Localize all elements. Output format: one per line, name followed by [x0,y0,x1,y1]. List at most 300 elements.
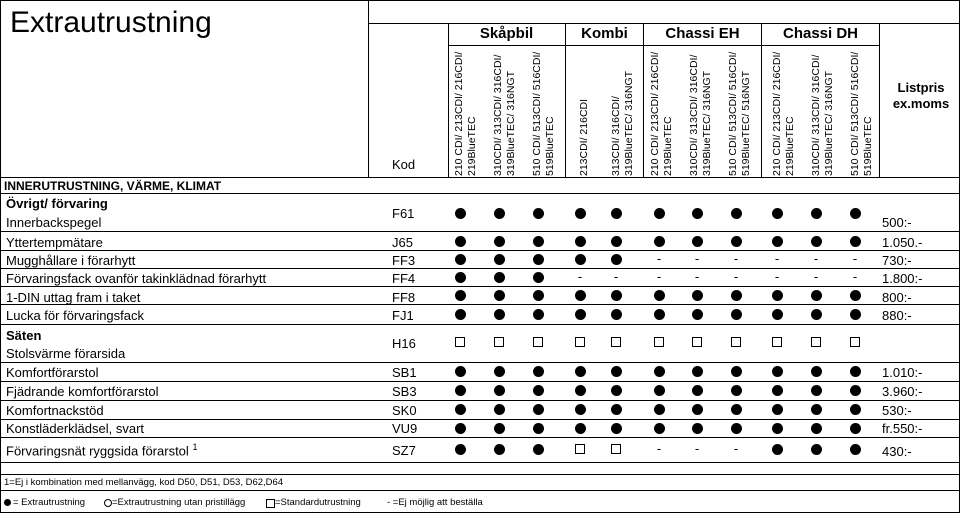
filled-dot-icon [654,309,665,320]
filled-dot-icon [575,423,586,434]
grid-line [0,362,960,363]
row-name: 1-DIN uttag fram i taket [6,290,141,305]
availability-extra [848,421,862,435]
row-code: J65 [392,235,413,250]
grid-line [0,462,960,463]
filled-dot-icon [575,254,586,265]
availability-extra [690,307,704,321]
col-header: 213CDI/ 216CDI [578,98,590,176]
row-price: 530:- [882,403,912,418]
col-header: 313CDI/ 316CDI/ 319BlueTEC/ 316NGT [610,70,635,176]
subheader-saten: Säten [6,328,42,343]
availability-extra [652,206,666,220]
listpris-header [888,80,954,112]
filled-dot-icon [494,236,505,247]
row-code: FF8 [392,290,416,305]
filled-dot-icon [811,309,822,320]
filled-dot-icon [533,404,544,415]
availability-not-possible: - [656,251,662,266]
filled-dot-icon [850,208,861,219]
availability-extra [690,383,704,397]
row-name: Lucka för förvaringsfack [6,308,145,323]
filled-dot-icon [455,208,466,219]
filled-dot-icon [533,444,544,455]
availability-standard [573,442,587,456]
availability-extra [729,307,743,321]
filled-dot-icon [692,423,703,434]
availability-not-possible: - [774,251,780,266]
availability-not-possible: - [694,269,700,284]
square-icon [575,337,585,347]
availability-extra [531,442,545,456]
availability-extra [848,206,862,220]
legend-standard: =Standardutrustning [275,497,361,508]
availability-extra [492,206,506,220]
filled-dot-icon [611,385,622,396]
availability-extra [609,383,623,397]
availability-extra [690,234,704,248]
availability-extra [690,364,704,378]
availability-standard [492,335,506,349]
filled-dot-icon [850,290,861,301]
col-header: 310CDI/ 313CDI/ 316CDI/ 319BlueTEC/ 316NGT [810,54,835,176]
availability-extra [729,288,743,302]
row-name: Innerbackspegel [6,215,102,230]
availability-extra [652,288,666,302]
col-header: 310CDI/ 313CDI/ 316CDI/ 319BlueTEC/ 316NGT [492,54,517,176]
availability-extra [848,442,862,456]
availability-extra [809,206,823,220]
row-code: H16 [392,336,416,351]
square-icon [533,337,543,347]
filled-dot-icon [772,208,783,219]
legend-ring-icon [104,499,112,507]
filled-dot-icon [611,208,622,219]
filled-dot-icon [575,309,586,320]
availability-not-possible: - [694,441,700,456]
filled-dot-icon [494,309,505,320]
grid-line [0,231,960,232]
availability-not-possible: - [656,441,662,456]
availability-not-possible: - [694,251,700,266]
availability-standard [531,335,545,349]
square-icon [731,337,741,347]
filled-dot-icon [533,236,544,247]
availability-extra [652,383,666,397]
availability-extra [809,234,823,248]
filled-dot-icon [731,236,742,247]
availability-extra [492,252,506,266]
filled-dot-icon [494,208,505,219]
availability-standard [690,335,704,349]
row-price: 3.960:- [882,384,923,399]
row-name: Förvaringsfack ovanför takinklädnad förarhytt [6,271,267,286]
filled-dot-icon [850,404,861,415]
grid-line [0,474,960,475]
availability-extra [690,288,704,302]
filled-dot-icon [772,236,783,247]
availability-extra [729,364,743,378]
availability-standard [729,335,743,349]
availability-extra [690,402,704,416]
availability-extra [652,364,666,378]
grid-line [565,23,566,177]
filled-dot-icon [772,309,783,320]
row-price: fr.550:- [882,421,923,436]
filled-dot-icon [731,404,742,415]
page-title: Extrautrustning [10,6,212,39]
availability-extra [809,364,823,378]
grid-line [0,0,960,1]
filled-dot-icon [772,366,783,377]
filled-dot-icon [654,208,665,219]
availability-extra [492,421,506,435]
filled-dot-icon [611,254,622,265]
availability-extra [729,383,743,397]
grid-line [0,419,960,420]
availability-extra [609,234,623,248]
grid-line [0,437,960,438]
availability-not-possible: - [733,269,739,284]
filled-dot-icon [654,404,665,415]
row-price: 1.050.- [882,235,923,250]
row-code: SK0 [392,403,417,418]
kod-header: Kod [392,157,416,172]
availability-extra [652,421,666,435]
availability-extra [453,270,467,284]
row-name: Komfortförarstol [6,365,99,380]
availability-extra [453,234,467,248]
group-chassi-eh: Chassi EH [665,25,740,42]
row-code: F61 [392,206,415,221]
row-price: 1.800:- [882,271,923,286]
row-price: 880:- [882,308,912,323]
filled-dot-icon [455,309,466,320]
filled-dot-icon [654,366,665,377]
filled-dot-icon [731,290,742,301]
filled-dot-icon [654,290,665,301]
row-price: 500:- [882,215,912,230]
filled-dot-icon [731,366,742,377]
filled-dot-icon [611,309,622,320]
availability-extra [492,270,506,284]
row-code: SB3 [392,384,417,399]
availability-extra [848,288,862,302]
availability-extra [770,206,784,220]
availability-extra [531,402,545,416]
grid-line [0,400,960,401]
row-name: Fjädrande komfortförarstol [6,384,159,399]
row-code: FF4 [392,271,416,286]
row-name: Komfortnackstöd [6,403,104,418]
row-name: Stolsvärme förarsida [6,346,126,361]
filled-dot-icon [811,290,822,301]
col-header: 310CDI/ 313CDI/ 316CDI/ 319BlueTEC/ 316NGT [688,54,713,176]
grid-line [448,45,879,46]
availability-extra [652,402,666,416]
availability-extra [729,402,743,416]
filled-dot-icon [772,423,783,434]
availability-not-possible: - [733,251,739,266]
col-header: 510 CDI/ 513CDI/ 516CDI/ 519BlueTEC [849,51,874,176]
availability-standard [809,335,823,349]
availability-extra [809,442,823,456]
filled-dot-icon [850,309,861,320]
filled-dot-icon [692,208,703,219]
availability-extra [809,307,823,321]
row-price: 1.010:- [882,365,923,380]
availability-extra [652,307,666,321]
filled-dot-icon [533,272,544,283]
filled-dot-icon [692,290,703,301]
filled-dot-icon [533,290,544,301]
availability-extra [492,288,506,302]
filled-dot-icon [575,366,586,377]
col-header: 510 CDI/ 513CDI/ 516CDI/ 519BlueTEC [531,51,556,176]
filled-dot-icon [494,423,505,434]
availability-extra [809,421,823,435]
filled-dot-icon [611,236,622,247]
filled-dot-icon [494,385,505,396]
filled-dot-icon [811,385,822,396]
availability-extra [453,252,467,266]
availability-extra [573,421,587,435]
filled-dot-icon [811,208,822,219]
availability-extra [770,288,784,302]
row-price: 430:- [882,444,912,459]
availability-not-possible: - [852,269,858,284]
filled-dot-icon [533,366,544,377]
filled-dot-icon [575,385,586,396]
availability-extra [573,383,587,397]
availability-not-possible: - [613,269,619,284]
availability-extra [770,442,784,456]
availability-extra [531,364,545,378]
row-code: SZ7 [392,443,416,458]
availability-not-possible: - [813,269,819,284]
availability-extra [573,234,587,248]
filled-dot-icon [850,366,861,377]
row-code: FJ1 [392,308,414,323]
col-header: 210 CDI/ 213CDI/ 216CDI/ 219BlueTEC [453,51,478,176]
filled-dot-icon [654,385,665,396]
grid-line [0,177,960,178]
filled-dot-icon [455,290,466,301]
availability-extra [848,402,862,416]
row-name: Förvaringsnät ryggsida förarstol $^1$ [6,442,198,459]
availability-not-possible: - [577,269,583,284]
filled-dot-icon [533,254,544,265]
availability-extra [609,402,623,416]
square-icon [692,337,702,347]
availability-standard [453,335,467,349]
availability-extra [770,402,784,416]
availability-extra [848,383,862,397]
availability-extra [531,206,545,220]
filled-dot-icon [533,208,544,219]
filled-dot-icon [692,385,703,396]
availability-extra [609,288,623,302]
availability-extra [531,307,545,321]
availability-extra [453,442,467,456]
availability-not-possible: - [852,251,858,266]
grid-line [0,0,1,512]
group-kombi: Kombi [581,25,628,42]
square-icon [654,337,664,347]
availability-extra [573,252,587,266]
filled-dot-icon [811,423,822,434]
availability-extra [453,288,467,302]
availability-extra [573,402,587,416]
filled-dot-icon [850,444,861,455]
filled-dot-icon [455,366,466,377]
square-icon [850,337,860,347]
availability-extra [809,288,823,302]
filled-dot-icon [455,272,466,283]
availability-extra [453,307,467,321]
filled-dot-icon [692,309,703,320]
filled-dot-icon [811,236,822,247]
availability-extra [609,307,623,321]
legend-extra-no-charge: =Extrautrustning utan pristillägg [112,497,246,508]
row-name: Konstläderklädsel, svart [6,421,145,436]
availability-extra [809,402,823,416]
availability-extra [848,234,862,248]
listpris-label: Listpris [897,80,945,95]
availability-extra [729,206,743,220]
availability-extra [770,364,784,378]
grid-line [0,512,960,513]
availability-extra [492,364,506,378]
filled-dot-icon [533,385,544,396]
filled-dot-icon [772,404,783,415]
legend-not-possible: - =Ej möjlig att beställa [387,497,483,508]
availability-extra [690,206,704,220]
col-header: 210 CDI/ 213CDI/ 216CDI/ 219BlueTEC [649,51,674,176]
availability-extra [492,234,506,248]
square-icon [772,337,782,347]
availability-not-possible: - [656,269,662,284]
availability-extra [652,234,666,248]
filled-dot-icon [692,236,703,247]
availability-extra [531,270,545,284]
availability-extra [453,364,467,378]
filled-dot-icon [731,208,742,219]
square-icon [494,337,504,347]
availability-extra [770,421,784,435]
filled-dot-icon [494,404,505,415]
grid-line [643,23,644,177]
availability-extra [609,206,623,220]
filled-dot-icon [850,385,861,396]
availability-extra [573,288,587,302]
filled-dot-icon [611,404,622,415]
availability-standard [848,335,862,349]
availability-extra [573,364,587,378]
availability-extra [492,383,506,397]
availability-extra [609,421,623,435]
availability-extra [690,421,704,435]
availability-standard [652,335,666,349]
row-code: FF3 [392,253,416,268]
availability-extra [573,307,587,321]
filled-dot-icon [494,444,505,455]
filled-dot-icon [494,254,505,265]
col-header: 510 CDI/ 513CDI/ 516CDI/ 519BlueTEC/ 516NGT [727,51,752,176]
filled-dot-icon [455,444,466,455]
availability-extra [770,383,784,397]
availability-extra [453,206,467,220]
grid-line [0,304,960,305]
availability-standard [609,335,623,349]
availability-extra [531,252,545,266]
grid-line [368,23,960,24]
grid-line [879,23,880,177]
section-title: INNERUTRUSTNING, VÄRME, KLIMAT [4,179,222,193]
filled-dot-icon [494,290,505,301]
filled-dot-icon [850,236,861,247]
filled-dot-icon [575,290,586,301]
grid-line [368,0,369,177]
filled-dot-icon [575,404,586,415]
filled-dot-icon [731,309,742,320]
filled-dot-icon [811,404,822,415]
availability-extra [531,234,545,248]
grid-line [448,23,449,177]
filled-dot-icon [455,236,466,247]
availability-standard [770,335,784,349]
grid-line [761,23,762,177]
availability-not-possible: - [774,269,780,284]
grid-line [0,286,960,287]
col-header: 210 CDI/ 213CDI/ 216CDI/ 219BlueTEC [771,51,796,176]
availability-extra [770,307,784,321]
filled-dot-icon [494,272,505,283]
subheader-ovrigt: Övrigt/ förvaring [6,196,108,211]
filled-dot-icon [731,385,742,396]
group-chassi-dh: Chassi DH [782,25,859,42]
square-icon [575,444,585,454]
availability-extra [531,288,545,302]
availability-standard [609,442,623,456]
square-icon [611,444,621,454]
availability-extra [729,234,743,248]
filled-dot-icon [575,208,586,219]
availability-extra [531,421,545,435]
filled-dot-icon [772,385,783,396]
grid-line [0,381,960,382]
filled-dot-icon [455,254,466,265]
grid-line [0,490,960,491]
availability-extra [573,206,587,220]
row-code: VU9 [392,421,418,436]
availability-extra [492,402,506,416]
availability-extra [453,421,467,435]
row-name: Yttertempmätare [6,235,103,250]
availability-extra [809,383,823,397]
square-icon [455,337,465,347]
filled-dot-icon [772,444,783,455]
filled-dot-icon [455,385,466,396]
footnote-marker: 1 [192,442,198,452]
row-name: Mugghållare i förarhytt [6,253,136,268]
row-code: SB1 [392,365,417,380]
grid-line [0,193,960,194]
filled-dot-icon [772,290,783,301]
availability-extra [531,383,545,397]
availability-extra [729,421,743,435]
availability-extra [848,307,862,321]
